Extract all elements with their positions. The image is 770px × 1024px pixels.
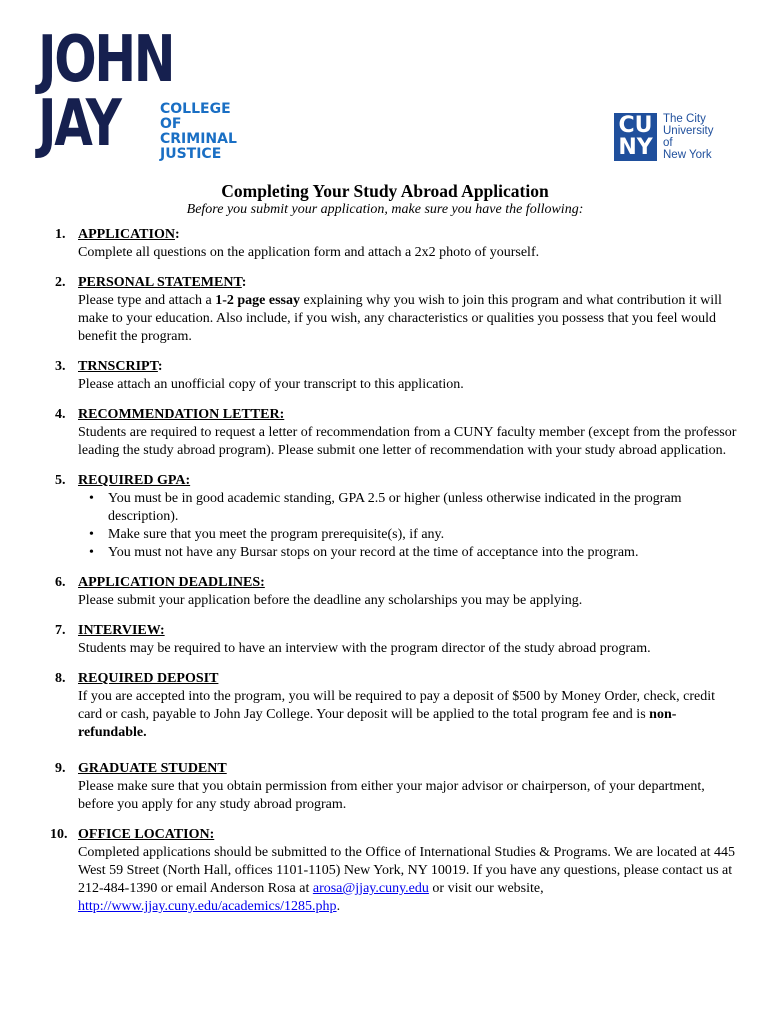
list-item-deposit — [50, 670, 740, 742]
bullet-item: • You must be in good academic standing, GPA 2.5 or higher (unless otherwise indicated in the program description). — [78, 490, 740, 526]
body-text: explaining why you wish to join this program and what contribution it will make to your education. Also include, if you wish, any characteristics or qualities you possess that you feel would benefit the program. — [78, 293, 722, 344]
list-item-graduate-student — [50, 760, 740, 814]
list-item-gpa — [50, 472, 740, 562]
logo-sub-line: OF — [160, 116, 182, 132]
logo-john-text: JOHN — [38, 23, 174, 97]
logo-jay-text: JAY — [38, 87, 120, 161]
item-heading: APPLICATION — [78, 227, 175, 242]
item-number: 5. — [55, 473, 66, 488]
body-bold-text: 1-2 page essay — [215, 293, 300, 308]
item-heading: REQUIRED GPA: — [78, 473, 191, 488]
body-text: or visit our website, — [428, 881, 544, 896]
logo-college-text — [160, 102, 237, 162]
bullet-item: • You must not have any Bursar stops on your record at the time of acceptance into the program. — [78, 544, 740, 562]
list-item-office-location — [50, 826, 740, 916]
item-body: Students are required to request a letter of recommendation from a CUNY faculty member (except from the professor leading the study abroad program). Please submit one letter of recommendation with your study abroad application. — [78, 425, 737, 458]
cuny-box-top: CU — [618, 113, 653, 138]
item-number: 7. — [55, 623, 66, 638]
logo-sub-line: COLLEGE — [160, 101, 231, 117]
item-number: 3. — [55, 359, 66, 374]
list-item-deadlines — [50, 574, 740, 610]
list-item-application — [50, 226, 740, 262]
item-number: 9. — [55, 761, 66, 776]
website-link[interactable]: http://www.jjay.cuny.edu/academics/1285.php — [78, 899, 337, 914]
gpa-bullet-list — [78, 490, 740, 562]
body-text: . — [336, 899, 341, 914]
cuny-name-line: The City — [663, 113, 706, 125]
bullet-item: • Make sure that you meet the program prerequisite(s), if any. — [78, 526, 740, 544]
page-subtitle: Before you submit your application, make sure you have the following: — [186, 202, 584, 217]
item-body: Please attach an unofficial copy of your transcript to this application. — [78, 377, 464, 392]
item-body: Please submit your application before the deadline any scholarships you may be applying. — [78, 593, 583, 608]
cuny-logo — [614, 113, 734, 163]
item-body — [78, 688, 740, 742]
item-heading: APPLICATION DEADLINES: — [78, 575, 265, 590]
body-text: Please type and attach a — [78, 293, 216, 308]
item-body: Complete all questions on the application form and attach a 2x2 photo of yourself. — [78, 245, 540, 260]
cuny-name-line: New York — [663, 149, 712, 161]
logo-sub-line: JUSTICE — [160, 146, 222, 162]
item-colon: : — [157, 359, 163, 374]
item-heading: REQUIRED DEPOSIT — [78, 671, 219, 686]
item-heading: GRADUATE STUDENT — [78, 761, 227, 776]
item-number: 2. — [55, 275, 66, 290]
item-body: Please make sure that you obtain permission from either your major advisor or chairperson, of your department, before you apply for any study abroad program. — [78, 779, 705, 812]
item-number: 8. — [55, 671, 66, 686]
item-heading: OFFICE LOCATION: — [78, 827, 215, 842]
body-text: Completed applications should be submitted to the Office of International Studies & Programs. We are located at 445 West 59 Street (North Hall, offices 1101-1105) New York, NY 10019. If you have any questions, please contact us at 212-484-1390 or email Anderson Rosa at — [78, 845, 735, 896]
item-heading: TRNSCRIPT — [78, 359, 158, 374]
item-body: Students may be required to have an interview with the program director of the study abroad program. — [78, 641, 651, 656]
cuny-name-line: University — [663, 125, 714, 137]
item-colon: : — [241, 275, 247, 290]
item-colon: : — [174, 227, 180, 242]
item-number: 4. — [55, 407, 66, 422]
requirements-list — [50, 226, 740, 928]
body-bold-text: non-refundable. — [78, 707, 677, 740]
item-body — [78, 844, 740, 916]
list-item-personal-statement — [50, 274, 740, 346]
body-text: If you are accepted into the program, you will be required to pay a deposit of $500 by Money Order, check, credit card or cash, payable to John Jay College. Your deposit will be applied to the total program fee and is — [78, 689, 715, 722]
cuny-name — [663, 113, 713, 161]
item-number: 1. — [55, 227, 66, 242]
email-link[interactable]: arosa@jjay.cuny.edu — [312, 881, 429, 896]
list-item-transcript — [50, 358, 740, 394]
page-title: Completing Your Study Abroad Application — [221, 181, 549, 201]
list-item-recommendation — [50, 406, 740, 460]
item-body — [78, 292, 740, 346]
logo-sub-line: CRIMINAL — [160, 131, 237, 147]
item-number: 6. — [55, 575, 66, 590]
item-heading: INTERVIEW: — [78, 623, 165, 638]
item-number: 10. — [50, 827, 68, 842]
cuny-box — [614, 113, 657, 161]
cuny-name-line: of — [663, 137, 673, 149]
item-heading: RECOMMENDATION LETTER: — [78, 407, 285, 422]
cuny-box-bottom: NY — [618, 135, 653, 160]
list-item-interview — [50, 622, 740, 658]
john-jay-logo — [38, 23, 237, 166]
item-heading: PERSONAL STATEMENT — [78, 275, 242, 290]
